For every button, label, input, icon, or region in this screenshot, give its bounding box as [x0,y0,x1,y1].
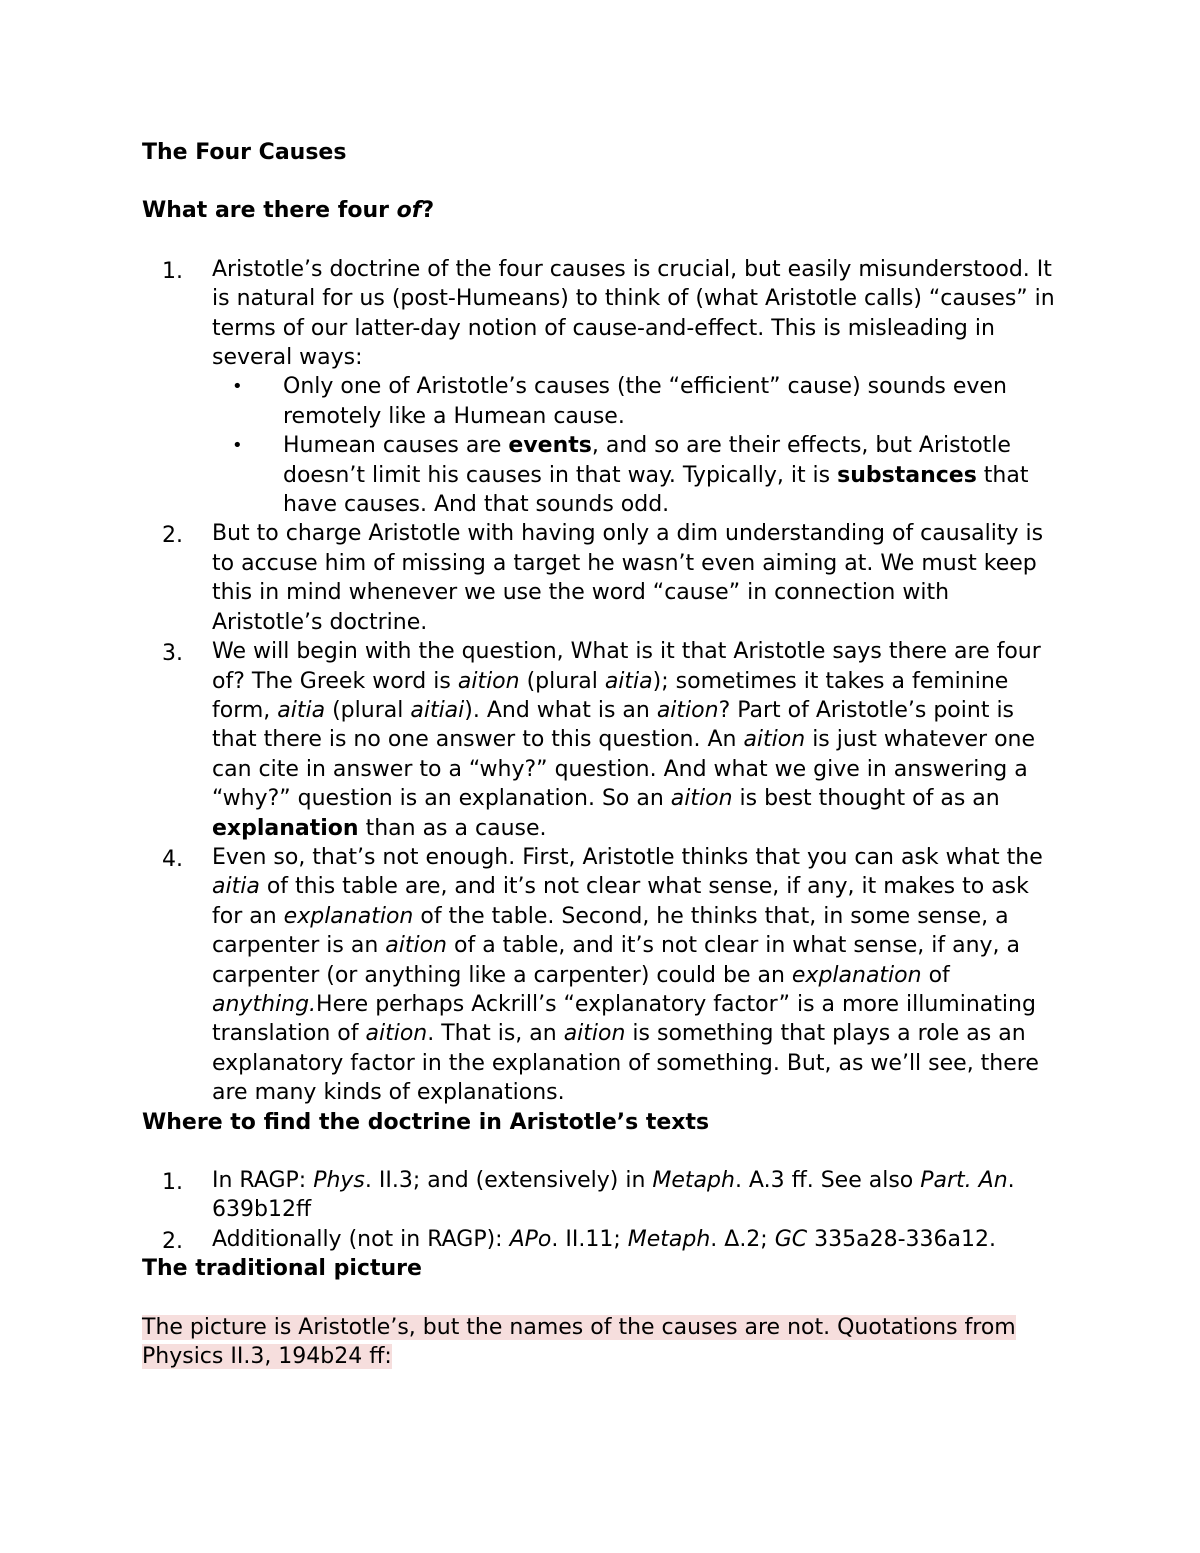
item-number: 2. [162,1228,183,1254]
list-item [142,637,1062,843]
item-text: We will begin with the question, What is it that Aristotle says there are four of? The Greek word is aition (plural aitia); sometimes it takes a feminine form, aitia (plural aitiai). And what is an aition? Part of Aristotle’s point is that there is no one answer to this question. An aition is just whatever one can cite in answer to a “why?” question. And what we give in answering a “why?” question is an explanation. So an aition is best thought of as an explanation than as a cause. [212,639,1041,841]
section-heading-where-to-find: Where to find the doctrine in Aristotle’s texts [142,1109,710,1135]
bullet-icon: • [232,435,243,457]
bullet-icon: • [232,376,243,398]
list-item [142,1225,1062,1254]
bullet-list [212,372,1062,519]
list-item [142,255,1062,520]
section-heading-four-of: What are there four of? [142,198,435,224]
highlighted-paragraph [142,1313,1062,1372]
item-number: 2. [162,523,183,549]
item-text: Additionally (not in RAGP): APo. II.11; Metaph. Δ.2; GC 335a28-336a12. [212,1226,996,1252]
list-item [142,1166,1062,1225]
item-number: 4. [162,846,183,872]
numbered-list-four-of [142,255,1062,1108]
document-page [142,138,1062,1371]
item-number: 1. [162,1170,183,1195]
bullet-item: • Only one of Aristotle’s causes (the “efficient” cause) sounds even remotely like a Humean cause. [232,374,1007,429]
section-heading-traditional-picture: The traditional picture [142,1256,422,1282]
item-text: In RAGP: Phys. II.3; and (extensively) in Metaph. A.3 ff. See also Part. An. 639b12ff [212,1168,1015,1223]
highlighted-text: The picture is Aristotle’s, but the names of the causes are not. Quotations from Physics II.3, 194b24 ff: [142,1314,1016,1370]
item-text: But to charge Aristotle with having only a dim understanding of causality is to accuse him of missing a target he wasn’t even aiming at. We must keep this in mind whenever we use the word “cause” in connection with Aristotle’s doctrine. [212,521,1044,635]
document-title: The Four Causes [142,140,347,165]
bullet-item: • Humean causes are events, and so are their effects, but Aristotle doesn’t limit his causes in that way. Typically, it is substances that have causes. And that sounds odd. [232,433,1029,518]
item-number: 3. [162,641,183,667]
item-text: Aristotle’s doctrine of the four causes is crucial, but easily misunderstood. It is natural for us (post-Humeans) to think of (what Aristotle calls) “causes” in terms of our latter-day notion of cause-and-effect. This is misleading in several ways: [212,256,1055,371]
item-number: 1. [162,258,183,284]
item-text: Even so, that’s not enough. First, Aristotle thinks that you can ask what the aitia of this table are, and it’s not clear what sense, if any, it makes to ask for an explanation of the table. Second, he thinks that, in some sense, a carpenter is an aition of a table, and it’s not clear in what sense, if any, a carpenter (or anything like a carpenter) could be an explanation of anything.Here perhaps Ackrill’s “explanatory factor” is a more illuminating translation of aition. That is, an aition is something that plays a role as an explanatory factor in the explanation of something. But, as we’ll see, there are many kinds of explanations. [212,844,1043,1106]
list-item [142,519,1062,637]
numbered-list-where-to-find [142,1166,1062,1254]
list-item [142,843,1062,1108]
